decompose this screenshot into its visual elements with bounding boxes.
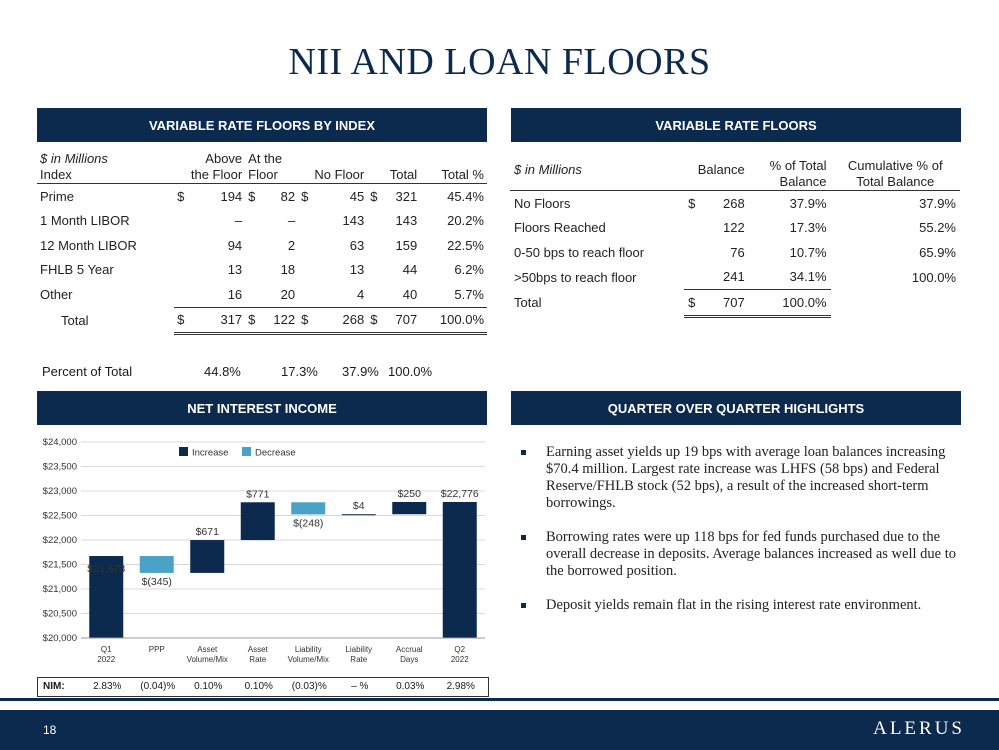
balance-value: 241 [702, 265, 749, 290]
at-value: 18 [280, 262, 296, 278]
bullet-icon [521, 535, 526, 540]
data-label: $250 [397, 487, 421, 500]
nim-value: 0.03% [396, 681, 425, 692]
currency [684, 240, 702, 265]
cum-value: 37.9% [919, 195, 956, 211]
y-tick-label: $20,000 [42, 633, 77, 644]
page-number: 18 [43, 723, 57, 737]
bullet-icon [521, 450, 526, 455]
units-label: $ in Millions [40, 151, 108, 166]
header-units-index [37, 147, 174, 184]
currency: $ [684, 290, 702, 317]
header-total-pct: Total % [420, 147, 487, 184]
currency [298, 233, 314, 258]
x-tick-label: 2022 [97, 655, 116, 664]
table-row [510, 216, 960, 241]
currency: $ [245, 307, 261, 334]
currency [174, 282, 190, 307]
above-value: – [234, 213, 243, 229]
row-name: Floors Reached [514, 220, 606, 236]
currency [367, 282, 383, 307]
waterfall-chart-svg [37, 432, 489, 677]
above-value: 94 [227, 237, 243, 253]
highlights-list [518, 444, 963, 631]
nofloor-value: 45 [349, 188, 365, 204]
currency [367, 233, 383, 258]
company-logo: ALERUS [873, 718, 965, 739]
x-tick-label: Liability [294, 645, 322, 654]
x-tick-label: Q2 [454, 645, 466, 654]
floors-by-index-table [37, 147, 487, 335]
row-name: FHLB 5 Year [40, 262, 114, 278]
data-label: $(248) [293, 517, 324, 530]
nofloor-value: 143 [342, 213, 365, 229]
cum-value: 65.9% [919, 244, 956, 260]
header-no-floor: No Floor [298, 147, 367, 184]
row-name: No Floors [514, 195, 571, 211]
nim-value: – % [351, 681, 369, 692]
data-label: $21,673 [87, 563, 126, 576]
highlight-item [518, 444, 963, 512]
nim-value: (0.03)% [291, 681, 327, 692]
above-value: 13 [227, 262, 243, 278]
currency [245, 282, 261, 307]
table-row [37, 233, 487, 258]
table-row [37, 184, 487, 209]
balance-value: 122 [723, 220, 745, 236]
table-total-row [37, 307, 487, 334]
y-tick-label: $21,000 [42, 584, 77, 595]
pct-total: 100.0% [749, 290, 831, 317]
row-name: >50bps to reach floor [514, 269, 637, 285]
total-value: 44 [402, 262, 418, 278]
data-label: $(345) [141, 575, 172, 588]
panel-header-highlights: QUARTER OVER QUARTER HIGHLIGHTS [511, 391, 961, 425]
pct-value: 5.7% [420, 282, 487, 307]
currency [367, 258, 383, 283]
row-name: Other [40, 287, 73, 302]
table-total-row [510, 290, 960, 317]
pct-total: 100.0% [420, 307, 487, 334]
currency [245, 233, 261, 258]
currency [245, 209, 261, 234]
at-value: – [287, 213, 296, 229]
nim-label: NIM: [43, 681, 65, 692]
at-value: 2 [287, 237, 296, 253]
highlight-item [518, 529, 963, 580]
table-row [37, 209, 487, 234]
currency [298, 282, 314, 307]
table-row [37, 258, 487, 283]
x-tick-label: Asset [197, 645, 218, 654]
bar-decrease [140, 556, 174, 573]
table-header-row [510, 150, 960, 191]
total-value: 321 [395, 188, 418, 204]
header-cum-line1: Cumulative % of [847, 158, 943, 173]
y-tick-label: $22,500 [42, 510, 77, 522]
header-at-line2: Floor [248, 167, 278, 182]
cum-value: 55.2% [919, 220, 956, 236]
row-name: 0-50 bps to reach floor [514, 244, 645, 260]
data-label: $671 [195, 526, 219, 539]
pct-value: 34.1% [749, 265, 831, 290]
legend-swatch-decrease [242, 447, 251, 456]
bar-decrease [291, 502, 325, 514]
page-title: NII AND LOAN FLOORS [288, 41, 711, 83]
header-above-line1: Above [205, 151, 243, 166]
nim-value: 0.10% [244, 681, 273, 692]
x-tick-label: Rate [249, 655, 267, 664]
currency: $ [177, 188, 185, 204]
row-name: 12 Month LIBOR [40, 237, 137, 253]
x-tick-label: Volume/Mix [287, 655, 329, 664]
data-label: $771 [246, 488, 270, 501]
currency: $ [248, 188, 256, 204]
total-total: 707 [383, 307, 420, 334]
nim-row [37, 677, 489, 697]
at-value: 82 [280, 188, 296, 204]
y-tick-label: $23,000 [42, 486, 77, 497]
currency [367, 209, 383, 234]
bar-increase [190, 540, 224, 573]
currency [298, 258, 314, 283]
panel-header-variable-rate-floors: VARIABLE RATE FLOORS [511, 108, 961, 142]
bullet-icon [521, 603, 526, 608]
legend-label-decrease: Decrease [255, 447, 296, 459]
pct-value: 22.5% [447, 237, 484, 253]
total-value: 159 [395, 237, 418, 253]
pct-value: 20.2% [447, 213, 484, 229]
currency [174, 258, 190, 283]
table-row [37, 282, 487, 307]
panel-header-net-interest-income: NET INTEREST INCOME [37, 391, 487, 425]
table-row [510, 265, 960, 290]
x-tick-label: 2022 [450, 655, 469, 664]
header-at-floor [245, 147, 298, 184]
nim-value: 2.83% [93, 681, 122, 692]
data-label: $4 [352, 500, 365, 513]
total-value: 143 [395, 213, 418, 229]
header-above-line2: the Floor [190, 167, 243, 182]
nofloor-value: 4 [314, 282, 367, 307]
header-above-floor [174, 147, 245, 184]
above-value: 194 [220, 188, 243, 204]
header-total: Total [367, 147, 420, 184]
total-row-name: Total [514, 295, 542, 311]
above-value: 16 [190, 282, 245, 307]
header-pct-line1: % of Total [769, 158, 827, 173]
bar-increase [342, 514, 376, 515]
nofloor-value: 13 [349, 262, 365, 278]
currency [298, 209, 314, 234]
pct-value: 17.3% [789, 220, 827, 236]
balance-value: 76 [730, 244, 745, 260]
header-pct-total [749, 150, 831, 191]
header-cumulative [831, 150, 960, 191]
highlight-item [518, 597, 963, 614]
header-pct-line2: Balance [779, 174, 827, 189]
balance-value: 268 [723, 195, 745, 211]
currency: $ [367, 307, 383, 334]
above-total: 317 [190, 307, 245, 334]
nim-value: 2.98% [446, 681, 475, 692]
at-value: 20 [261, 282, 298, 307]
highlight-text: Borrowing rates were up 118 bps for fed funds purchased due to the overall decrease in deposits. Average balances increased as well due to the borrowed position. [546, 529, 956, 579]
currency: $ [301, 188, 309, 204]
footer-divider [0, 698, 999, 701]
currency: $ [174, 307, 190, 334]
bar-total [443, 502, 477, 638]
cum-value: 100.0% [911, 269, 956, 285]
at-total: 122 [261, 307, 298, 334]
currency [174, 209, 190, 234]
x-tick-label: Liability [345, 645, 373, 654]
x-tick-label: Rate [350, 655, 368, 664]
bar-increase [392, 502, 426, 514]
currency [684, 216, 702, 241]
x-tick-label: Asset [247, 645, 268, 654]
percent-total: 100.0% [388, 364, 433, 379]
percent-at: 17.3% [281, 364, 318, 379]
y-tick-label: $21,500 [42, 559, 77, 571]
highlight-text: Earning asset yields up 19 bps with average loan balances increasing $70.4 million. Largest rate increase was LHFS (58 bps) and Federal Reserve/FHLB stock (52 bps), a result of the increased short-term borrowings. [546, 444, 946, 511]
header-balance: Balance [684, 150, 749, 191]
currency [245, 258, 261, 283]
x-tick-label: PPP [148, 645, 165, 654]
y-tick-label: $22,000 [42, 535, 77, 546]
currency [684, 265, 702, 290]
footer-bar [0, 710, 999, 750]
x-tick-label: Q1 [100, 645, 112, 654]
y-tick-label: $23,500 [42, 461, 77, 473]
percent-row-label: Percent of Total [42, 364, 133, 379]
variable-rate-floors-table [510, 150, 960, 318]
highlight-text: Deposit yields remain flat in the rising interest rate environment. [546, 597, 922, 613]
balance-total: 707 [702, 290, 749, 317]
bar-increase [241, 502, 275, 540]
nim-value: 0.10% [194, 681, 223, 692]
data-label: $22,776 [440, 487, 479, 500]
pct-value: 37.9% [789, 195, 827, 211]
currency: $ [298, 307, 314, 334]
x-tick-label: Volume/Mix [186, 655, 228, 664]
x-tick-label: Accrual [395, 645, 423, 654]
table-row [510, 191, 960, 216]
pct-value: 10.7% [789, 244, 827, 260]
header-at-line1: At the [248, 151, 283, 166]
panel-header-floors-by-index: VARIABLE RATE FLOORS BY INDEX [37, 108, 487, 142]
table-header-row [37, 147, 487, 184]
net-interest-income-chart [37, 432, 489, 694]
index-label: Index [40, 167, 72, 182]
header-cum-line2: Total Balance [856, 174, 935, 189]
y-tick-label: $20,500 [42, 608, 77, 620]
y-tick-label: $24,000 [42, 437, 77, 448]
nim-value: (0.04)% [140, 681, 176, 692]
percent-above: 44.8% [204, 364, 241, 379]
pct-value: 45.4% [447, 188, 484, 204]
units-label: $ in Millions [510, 150, 684, 191]
row-name: 1 Month LIBOR [40, 213, 130, 229]
legend-swatch-increase [179, 447, 188, 456]
percent-nofloor: 37.9% [342, 364, 379, 379]
empty-cell [831, 290, 960, 317]
row-name: Prime [40, 188, 74, 204]
currency: $ [370, 188, 378, 204]
currency [174, 233, 190, 258]
nofloor-value: 63 [349, 237, 365, 253]
table-row [510, 240, 960, 265]
pct-value: 6.2% [454, 262, 484, 278]
nofloor-total: 268 [314, 307, 367, 334]
legend-label-increase: Increase [192, 447, 229, 459]
x-tick-label: Days [400, 655, 419, 664]
total-row-name: Total [61, 312, 89, 328]
currency: $ [688, 195, 696, 211]
total-value: 40 [383, 282, 420, 307]
